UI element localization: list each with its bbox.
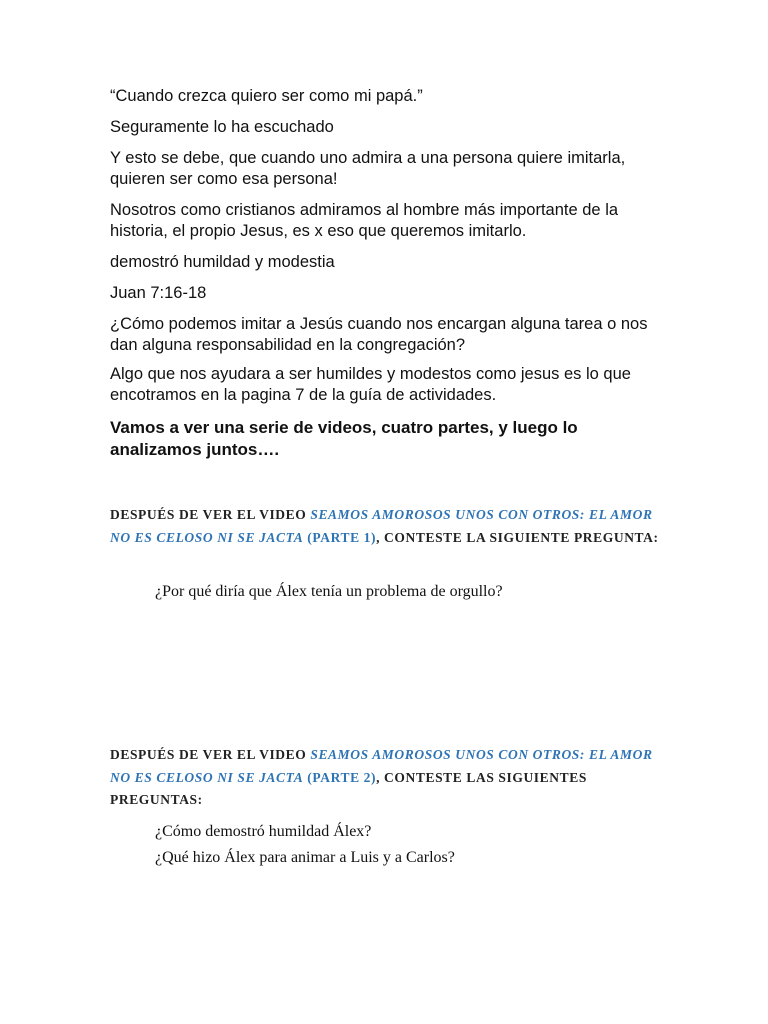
christians-paragraph: Nosotros como cristianos admiramos al hombre más importante de la historia, el propio Jesus, es x eso que queremos imitarlo. <box>110 201 619 240</box>
humility-line: demostró humildad y modestia <box>110 253 335 271</box>
section-2-question-2: ¿Qué hizo Álex para animar a Luis y a Carlos? <box>155 849 455 866</box>
videos-note: Vamos a ver una serie de videos, cuatro partes, y luego lo analizamos juntos…. <box>110 418 578 459</box>
section-2-prefix: DESPUÉS DE VER EL VIDEO <box>110 747 311 762</box>
section-1-suffix: , CONTESTE LA SIGUIENTE PREGUNTA: <box>376 529 659 545</box>
quote-line: “Cuando crezca quiero ser como mi papá.” <box>110 87 423 105</box>
admire-paragraph: Y esto se debe, que cuando uno admira a una persona quiere imitarla, quieren ser como esa persona! <box>110 149 626 188</box>
heard-line: Seguramente lo ha escuchado <box>110 118 334 136</box>
guide-paragraph: Algo que nos ayudara a ser humildes y modestos como jesus es lo que encotramos en la pagina 7 de la guía de actividades. <box>110 365 631 404</box>
section-2-part: (PARTE 2) <box>303 769 377 785</box>
section-1-prefix: DESPUÉS DE VER EL VIDEO <box>110 507 311 522</box>
section-2-video-title: SEAMOS AMOROSOS UNOS CON OTROS: EL AMOR NO ES CELOSO NI SE JACTA <box>110 747 653 785</box>
section-1-part: (PARTE 1) <box>303 529 377 545</box>
scripture-reference: Juan 7:16-18 <box>110 284 207 302</box>
section-1-heading <box>110 504 665 549</box>
section-2-heading <box>110 744 665 812</box>
section-1-video-title: SEAMOS AMOROSOS UNOS CON OTROS: EL AMOR NO ES CELOSO NI SE JACTA <box>110 507 653 545</box>
section-2-question-1: ¿Cómo demostró humildad Álex? <box>155 823 372 840</box>
section-2-suffix: , CONTESTE LAS SIGUIENTES PREGUNTAS: <box>110 769 587 807</box>
imitate-question: ¿Cómo podemos imitar a Jesús cuando nos encargan alguna tarea o nos dan alguna responsabilidad en la congregación? <box>110 315 648 354</box>
section-1-question-1: ¿Por qué diría que Álex tenía un problema de orgullo? <box>155 583 503 600</box>
